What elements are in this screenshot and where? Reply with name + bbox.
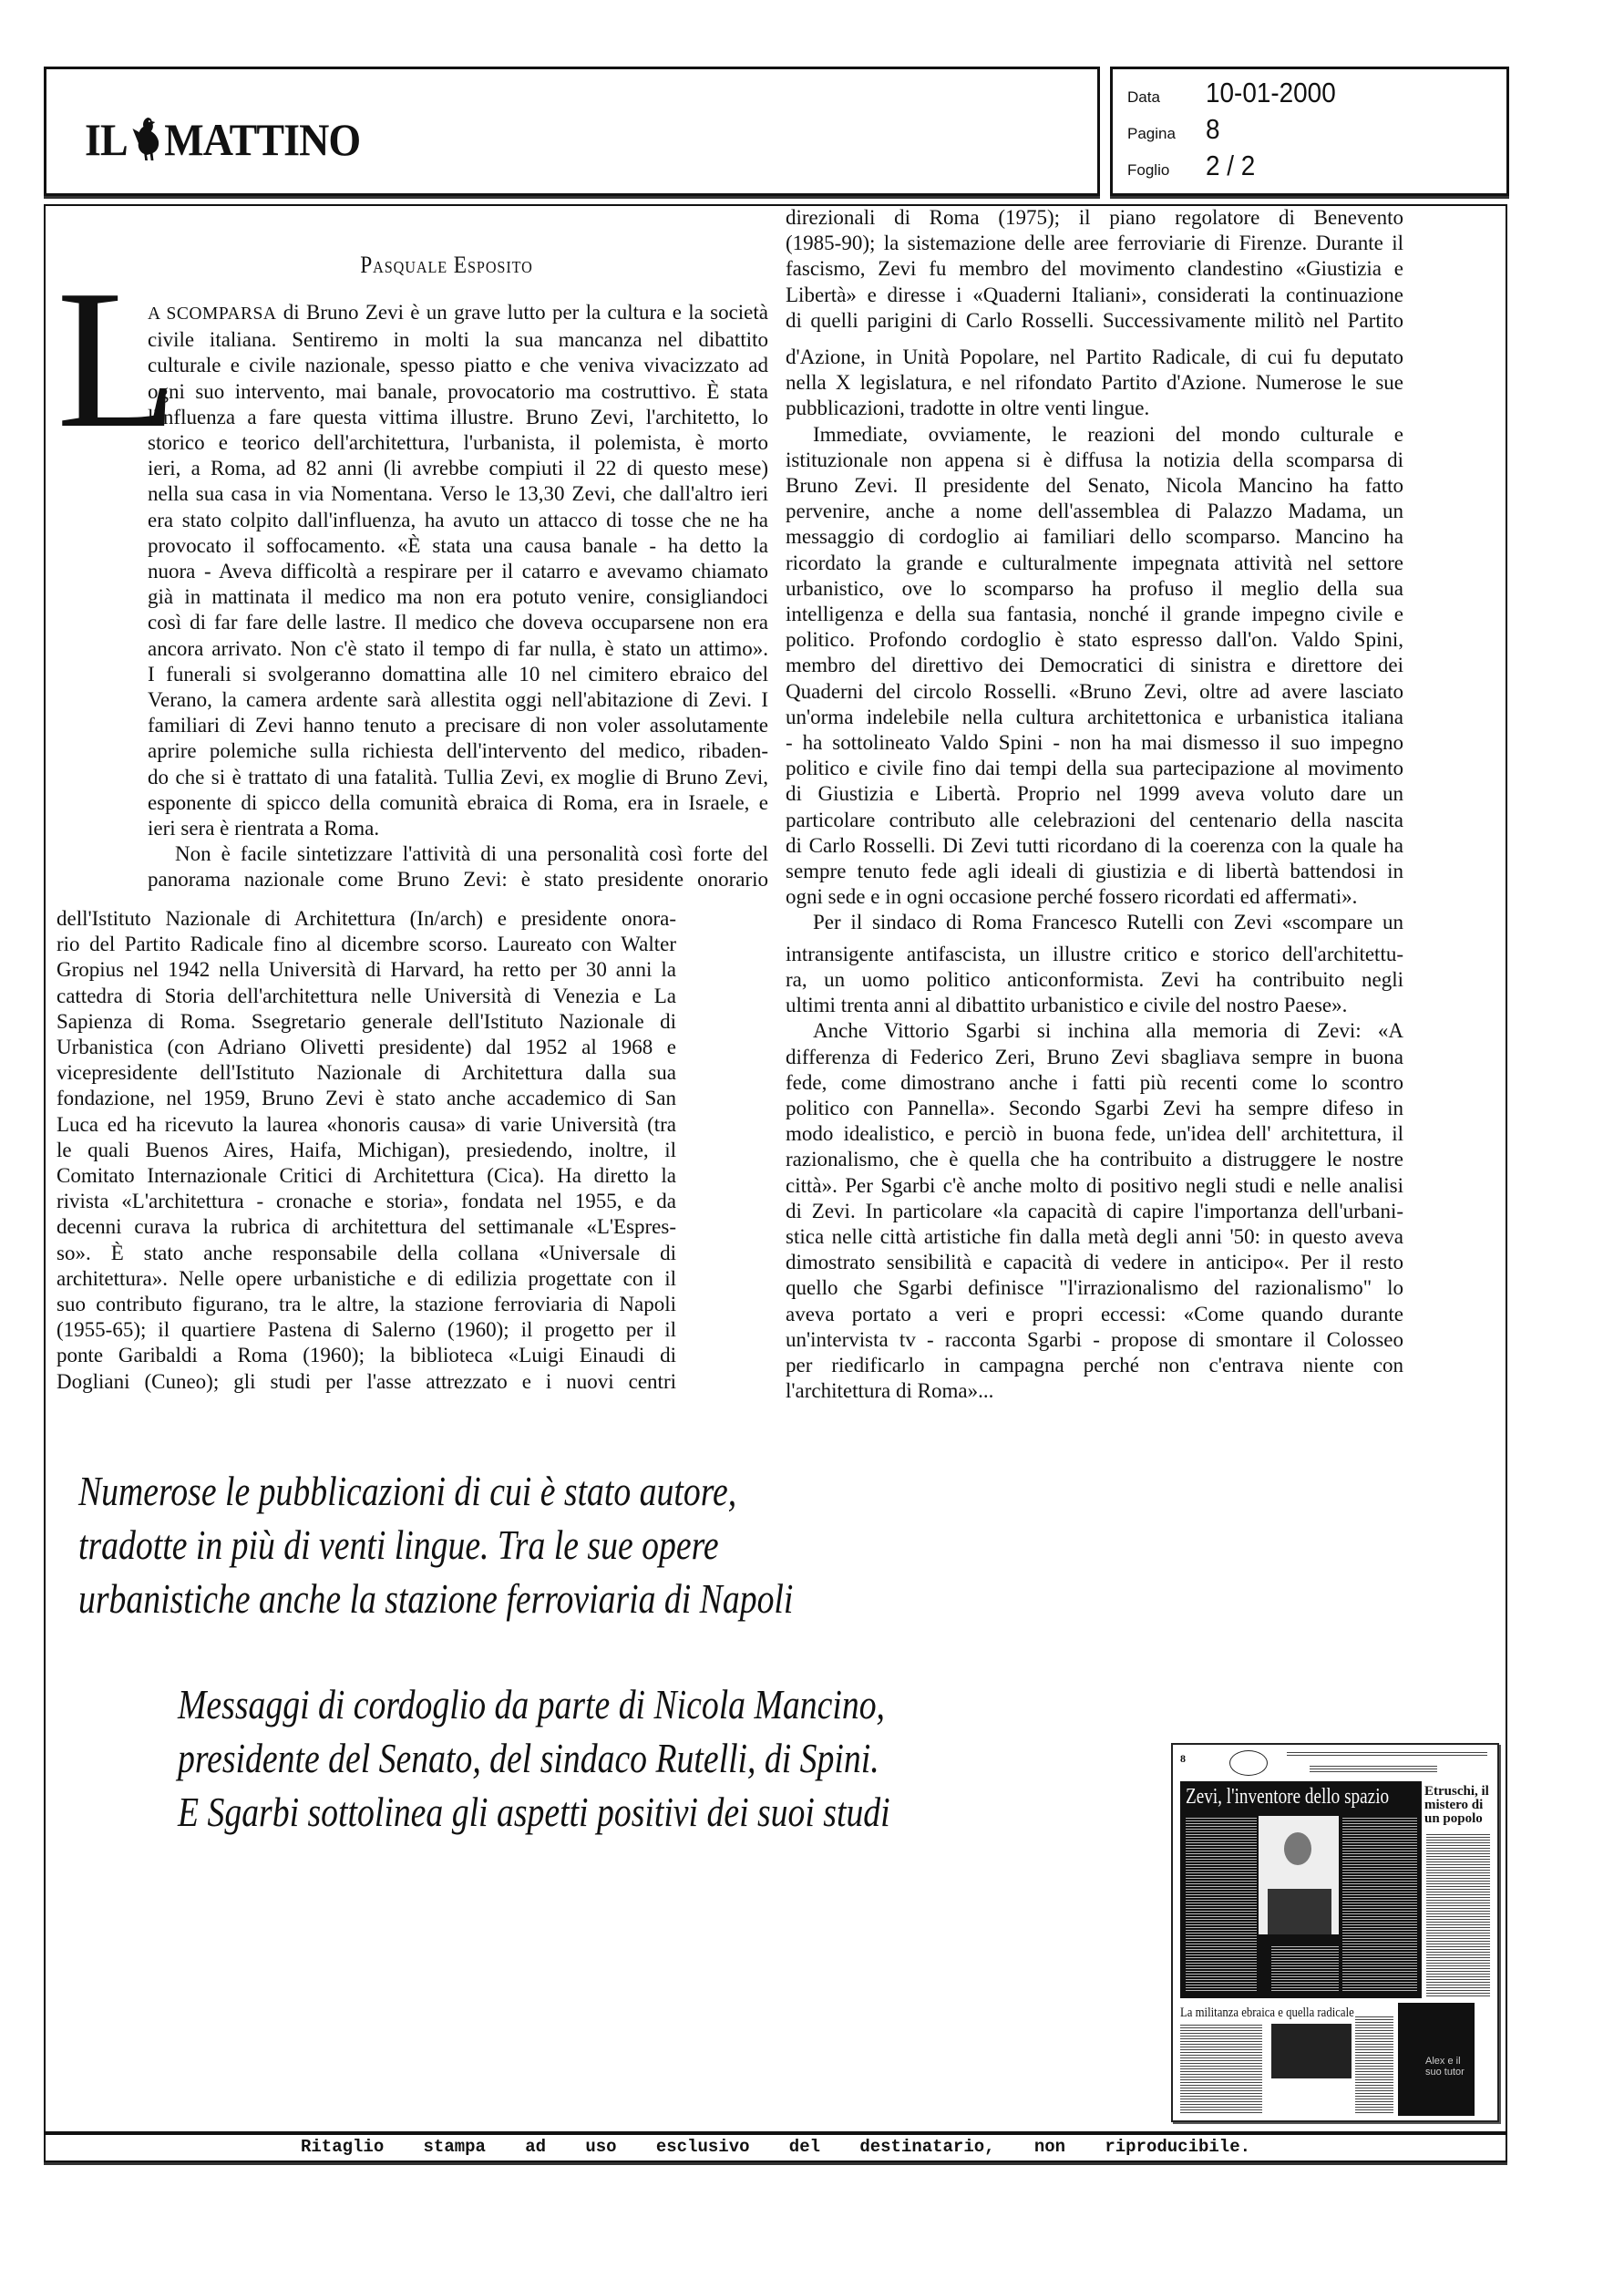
text-line: particolare contributo alle celebrazioni del centenario della nascita (786, 808, 1403, 831)
text-line: nella sua casa in via Nomentana. Verso le 13,30 Zevi, che dall'altro ieri (148, 482, 768, 506)
text-line: suo contributo figurano, tra le altre, la stazione ferroviaria di Napoli (57, 1293, 676, 1316)
thumbnail-section-logo (1229, 1750, 1268, 1776)
text-line: politico. Profondo cordoglio è stato espresso dall'on. Valdo Spini, (786, 628, 1403, 652)
text-line: Immediate, ovviamente, le reazioni del mondo culturale e (813, 422, 1403, 446)
text-line: di Zevi. In particolare «la capacità di capire l'importanza dell'urbani- (786, 1199, 1403, 1222)
text-line: d'Azione, in Unità Popolare, nel Partito Radicale, di cui fu deputato (786, 345, 1403, 369)
text-line: panorama nazionale come Bruno Zevi: è stato presidente onorario (148, 868, 768, 892)
article-column-right (786, 205, 1403, 1404)
meta-label: Data (1127, 88, 1160, 106)
pull-quote-line: presidente del Senato, del sindaco Rutelli, di Spini. (178, 1735, 879, 1781)
pull-quote-condolences (178, 1677, 890, 1839)
text-line: istituzionale non appena si è diffusa la notizia della scomparsa di (786, 448, 1403, 471)
text-line: di Carlo Rosselli. Di Zevi tutti ricordano di la coerenza con la quale ha (786, 833, 1403, 857)
clipping-meta-box (1110, 67, 1509, 196)
logo-text-left: IL (85, 114, 128, 165)
text-line: intelligenza e della sua fantasia, nonché il grande impegno civile e (786, 603, 1403, 626)
text-line: di Giustizia e Libertà. Proprio nel 1999 aveva voluto dare un (786, 782, 1403, 806)
text-line: I funerali si svolgeranno domattina alle 10 nel cimitero ebraico del (148, 662, 768, 686)
text-line: modo idealistico, e perciò in buona fede, un'idea dell' architettura, il (786, 1122, 1403, 1146)
text-line: provocato il soffocamento. «È stata una causa banale - ha detto la (148, 533, 768, 557)
thumbnail-main-article (1180, 1781, 1422, 1998)
text-line: l'architettura di Roma»... (786, 1379, 994, 1403)
text-line: decenni curava la rubrica di architettura del settimanale «L'Espres- (57, 1215, 676, 1239)
text-line: intransigente antifascista, un illustre critico e storico dell'architettu- (786, 942, 1403, 965)
text-line: ricordato la grande e culturalmente impegnata attività nel settore (786, 551, 1403, 574)
text-line: le quali Buenos Aires, Haifa, Michigan), presiedendo, inoltre, il (57, 1138, 676, 1161)
thumbnail-text-block (1355, 2015, 1393, 2113)
drop-cap: L (57, 250, 179, 469)
text-line: ancora arrivato. Non c'è stato il tempo di far nulla, è stato un attimo». (148, 636, 768, 660)
text-line: Anche Vittorio Sgarbi si inchina alla memoria di Zevi: «A (813, 1019, 1403, 1043)
text-line: cattedra di Storia dell'architettura nelle Università di Venezia e La (57, 984, 676, 1007)
text-line: così di far fare delle lastre. Il medico che doveva occuparsene non era (148, 611, 768, 634)
article-paragraph (786, 205, 1403, 334)
text-line: stica nelle città artistiche fin dalla metà degli anni '50: in questo aveva (786, 1224, 1403, 1248)
thumbnail-text-block (1426, 1832, 1490, 1996)
text-line: rio del Partito Radicale fino al dicembre scorso. Laureato con Walter (57, 933, 676, 956)
pull-quote-line: Messaggi di cordoglio da parte di Nicola Mancino, (178, 1681, 885, 1727)
text-line: sempre tenuto fede agli ideali di giustizia e di libertà battendosi in (786, 860, 1403, 883)
meta-date (1127, 77, 1351, 109)
text-line: l'influenza a fare questa vittima illustre. Bruno Zevi, l'architetto, lo (148, 405, 768, 428)
text-line: dimostrato sensibilità e capacità di vedere in anticipo«. Per il resto (786, 1251, 1403, 1274)
footer-box (44, 2133, 1507, 2162)
text-line: differenza di Federico Zeri, Bruno Zevi sbagliava sempre in buona (786, 1045, 1403, 1068)
text-line: aprire polemiche sulla richiesta dell'intervento del medico, ribaden- (148, 739, 768, 763)
text-line: ultimi trenta anni al dibattito urbanistico e civile del nostro Paese». (786, 994, 1348, 1017)
thumbnail-text-block (1310, 1765, 1437, 1772)
text-line: ponte Garibaldi a Roma (1960); la biblioteca «Luigi Einaudi di (57, 1344, 676, 1367)
text-line: Urbanistica (con Adriano Olivetti presidente) dal 1952 al 1968 e (57, 1036, 676, 1059)
text-line: membro del direttivo dei Democratici di sinistra e direttore dei (786, 654, 1403, 677)
thumbnail-text-block (1342, 1818, 1417, 1991)
article-paragraph (148, 300, 768, 841)
meta-label: Pagina (1127, 125, 1176, 142)
text-line: (1985-90); la sistemazione delle aree ferroviarie di Firenze. Durante il (786, 232, 1403, 255)
thumbnail-text-block (1271, 1945, 1339, 1991)
meta-value: 8 (1206, 113, 1220, 145)
text-line: do che si è trattato di una fatalità. Tullia Zevi, ex moglie di Bruno Zevi, (148, 765, 768, 789)
text-line: per riedificarlo in campagna perché non c'entrava niente con (786, 1353, 1403, 1377)
text-line: nuora - Aveva difficoltà a respirare per il catarro e avevamo chiamato (148, 560, 768, 583)
lead-smallcaps: A SCOMPARSA (148, 304, 277, 324)
article-paragraph (786, 1018, 1403, 1404)
thumbnail-portrait-photo (1259, 1816, 1339, 1934)
text-line: ieri, a Roma, ad 82 anni (li avrebbe compiuti il 22 di questo mese) (148, 457, 768, 480)
text-line: culturale e civile nazionale, spesso piatto e che veniva vivacizzato ad (148, 354, 768, 377)
text-line: pervenire, anche a nome dell'assemblea di Palazzo Madama, un (786, 500, 1403, 523)
text-line: Comitato Internazionale Critici di Architettura (Cica). Ha diretto la (57, 1164, 676, 1188)
text-line: urbanistico, ove lo scomparso ha profuso il meglio della sua (786, 576, 1403, 600)
text-line: fondazione, nel 1959, Bruno Zevi è stato anche accademico di San (57, 1087, 676, 1110)
thumbnail-text-block (1186, 1818, 1257, 1991)
text-line: Luca ed ha ricevuto la laurea «honoris causa» di varie Università (tra (57, 1112, 676, 1136)
pull-quote-line: tradotte in più di venti lingue. Tra le sue opere (78, 1521, 719, 1568)
rooster-icon (129, 114, 163, 165)
text-line: Per il sindaco di Roma Francesco Rutelli con Zevi «scompare un (813, 911, 1403, 934)
text-line: Bruno Zevi. Il presidente del Senato, Nicola Mancino ha fatto (786, 474, 1403, 498)
pull-quote-line: E Sgarbi sottolinea gli aspetti positivi dei suoi studi (178, 1789, 890, 1835)
text-line: razionalismo, che è quella che ha contribuito a distruggere le nostre (786, 1148, 1403, 1171)
thumbnail-rule (1287, 1752, 1487, 1756)
thumbnail-advert (1398, 2003, 1475, 2116)
article-paragraph (57, 906, 676, 1395)
text-line: ieri sera è rientrata a Roma. (148, 817, 380, 840)
il-mattino-logo (85, 113, 360, 166)
article-paragraph (786, 422, 1403, 911)
text-line: Verano, la camera ardente sarà allestita oggi nell'abitazione di Zevi. I (148, 688, 768, 712)
meta-value: 2 / 2 (1206, 150, 1256, 181)
article-author: Pasquale Esposito (360, 252, 533, 278)
footer-disclaimer: Ritaglio stampa ad uso esclusivo del destinatario, non riproducibile. (301, 2137, 1250, 2157)
text-line: ra, un uomo politico anticonformista. Zevi ha contribuito negli (786, 967, 1403, 991)
article-paragraph (786, 910, 1403, 935)
thumbnail-side-title: Etruschi, il mistero di un popolo (1424, 1784, 1489, 1826)
text-line (148, 300, 768, 327)
pull-quote-publications (78, 1464, 793, 1625)
text-line: Sapienza di Roma. Ssegretario generale dell'Istituto Nazionale di (57, 1009, 676, 1033)
text-line: Non è facile sintetizzare l'attività di una personalità così forte del (175, 842, 768, 866)
text-line: - ha sottolineato Valdo Spini - non ha mai dismesso il suo impegno (786, 731, 1403, 755)
text-line: familiari di Zevi hanno tenuto a precisare di non voler assolutamente (148, 714, 768, 737)
text-line: ogni suo intervento, mai banale, provocatorio ma costruttivo. È stata (148, 379, 768, 403)
article-column-left-top (148, 300, 768, 893)
text-line: già in mattinata il medico ma non era potuto venire, consigliandoci (148, 585, 768, 609)
text-line: Quaderni del circolo Rosselli. «Bruno Zevi, oltre ad avere lasciato (786, 679, 1403, 703)
thumbnail-advert-title: Alex e il suo tutor (1425, 2056, 1465, 2078)
text-line: vicepresidente dell'Istituto Nazionale di Architettura dalla sua (57, 1061, 676, 1085)
text-line: era stato colpito dall'influenza, ha avuto un attacco di tosse che ne ha (148, 508, 768, 531)
text-line: direzionali di Roma (1975); il piano regolatore di Benevento (786, 206, 1403, 229)
thumbnail-bottom-title: La militanza ebraica e quella radicale (1180, 2006, 1354, 2020)
text-line: politico con Pannella». Secondo Sgarbi Zevi ha sempre difeso in (786, 1096, 1403, 1119)
text-line: di quelli parigini di Carlo Rosselli. Successivamente militò nel Partito (786, 308, 1403, 332)
text-line: aveva portato a veri e propri eccessi: «Come quando durante (786, 1302, 1403, 1325)
text-line: Gropius nel 1942 nella Università di Harvard, ha retto per 30 anni la (57, 958, 676, 982)
thumbnail-text-block (1180, 2024, 1262, 2113)
meta-label: Foglio (1127, 161, 1170, 179)
text-line: un'intervista tv - racconta Sgarbi - propose di smontare il Colosseo (786, 1327, 1403, 1351)
text-line: ogni sede e in ogni occasione perché fossero ricordati ed affermati». (786, 885, 1358, 909)
text-line: dell'Istituto Nazionale di Architettura (In/arch) e presidente onora- (57, 907, 676, 930)
thumbnail-page-number: 8 (1180, 1752, 1186, 1765)
text-line: nella X legislatura, e nel rifondato Partito d'Azione. Numerose le sue (786, 371, 1403, 395)
text-line: rivista «L'architettura - cronache e storia», fondata nel 1955, e da (57, 1190, 676, 1213)
text-line: Libertà» e diresse i «Quaderni Italiani», considerati la continuazione (786, 283, 1403, 306)
pull-quote-line: Numerose le pubblicazioni di cui è stato autore, (78, 1468, 737, 1514)
text-line: messaggio di cordoglio ai familiari dello scomparso. Mancino ha (786, 525, 1403, 549)
text-line: quello che Sgarbi definisce "l'irrazionalismo del razionalismo" lo (786, 1276, 1403, 1300)
meta-value: 10-01-2000 (1206, 77, 1336, 108)
text-line: architettura». Nelle opere urbanistiche e di edilizia progettate con il (57, 1266, 676, 1290)
text-line-rest: di Bruno Zevi è un grave lutto per la cultura e la società (276, 301, 768, 324)
text-line: politico e civile fino dai tempi della sua partecipazione al movimento (786, 757, 1403, 780)
meta-sheet (1127, 150, 1260, 182)
text-line: fascismo, Zevi fu membro del movimento clandestino «Giustizia e (786, 257, 1403, 281)
text-line: un'orma indelebile nella cultura architettonica e urbanistica italiana (786, 705, 1403, 728)
article-paragraph (148, 841, 768, 892)
page-thumbnail (1171, 1743, 1499, 2122)
text-line: città». Per Sgarbi c'è anche molto di positivo negli studi e nelle analisi (786, 1173, 1403, 1197)
text-line: fede, come dimostrano anche i fatti più recenti come lo scontro (786, 1070, 1403, 1094)
logo-text-right: MATTINO (164, 114, 361, 165)
article-paragraph (786, 942, 1403, 1019)
text-line: (1955-65); il quartiere Pastena di Salerno (1960); il progetto per il (57, 1318, 676, 1342)
article-column-left-bottom (57, 906, 676, 1395)
text-line: Dogliani (Cuneo); gli studi per l'asse attrezzato e i nuovi centri (57, 1369, 676, 1393)
meta-page (1127, 113, 1221, 146)
text-line: esponente di spicco della comunità ebraica di Roma, era in Israele, e (148, 790, 768, 814)
masthead-box (44, 67, 1100, 196)
text-line: so». È stato anche responsabile della collana «Universale di (57, 1241, 676, 1264)
text-line: storico e teorico dell'architettura, l'urbanista, il polemista, è morto (148, 431, 768, 455)
article-paragraph (786, 345, 1403, 422)
text-line: pubblicazioni, tradotte in oltre venti lingue. (786, 397, 1150, 420)
thumbnail-photo (1271, 2024, 1352, 2078)
text-line: civile italiana. Sentiremo in molti la sua mancanza nel dibattito (148, 328, 768, 352)
thumbnail-main-title: Zevi, l'inventore dello spazio (1186, 1785, 1390, 1809)
pull-quote-line: urbanistiche anche la stazione ferroviaria di Napoli (78, 1575, 794, 1622)
